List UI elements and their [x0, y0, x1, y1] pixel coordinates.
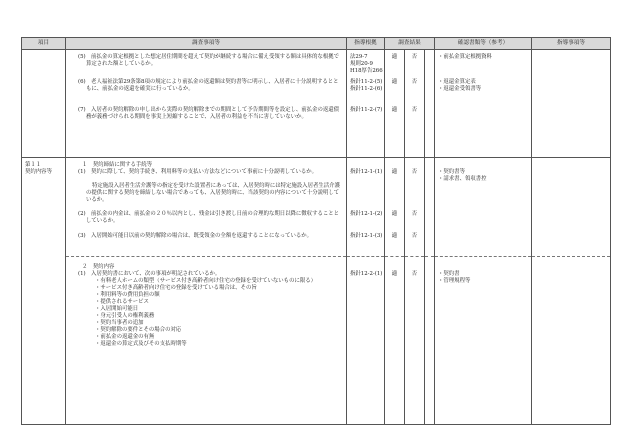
docs-cell-top — [435, 50, 532, 158]
doc-text: ・返還金算定表 — [438, 79, 476, 85]
reference-text: 指針11-2-(7) — [350, 107, 383, 113]
dashed-divider — [385, 256, 404, 257]
result-ok-cell-section11 — [385, 158, 405, 425]
header-notes: 指導事項等 — [532, 38, 611, 50]
notes-cell-top — [532, 50, 611, 158]
bullet-item: ・提供されるサービス — [95, 299, 149, 305]
reference-text: 指針12-1-(3) — [350, 233, 383, 239]
docs-cell-section11 — [435, 158, 532, 425]
header-matters: 調査事項等 — [66, 38, 347, 50]
doc-text: ・管理規程等 — [438, 278, 471, 284]
bullet-item: ・前払金の返還金の有無 — [95, 334, 155, 340]
reference-text: H18厚告266 — [350, 68, 383, 74]
standard-cell-section11 — [347, 158, 385, 425]
table-row-section11 — [22, 158, 611, 425]
section-name: 契約内容等 — [25, 169, 52, 175]
doc-text: ・契約書等 — [438, 169, 465, 175]
list-item: (7) 入居者の契約解除の申し出から実際の契約解除までの期間として予告期間等を設定し、前払金の返還債務が義務づけられる期間を事実上短縮することで、入居者の利益を不当に害していないか。 — [78, 107, 340, 120]
result-ng[interactable]: 否 — [411, 54, 418, 60]
reference-text: 指針11-2-(5) — [350, 79, 383, 85]
result-ng[interactable]: 否 — [411, 107, 418, 113]
header-result: 調査結果 — [385, 38, 435, 50]
header-docs: 確認書類等（参考） — [435, 38, 532, 50]
bullet-item: ・利用料等の費用負担の額 — [95, 292, 160, 298]
reference-text: 指針12-1-(2) — [350, 211, 383, 217]
bullet-item: ・契約当事者の追加 — [95, 320, 144, 326]
item-cell-empty — [22, 50, 66, 158]
reference-text: 法29-7 — [350, 54, 368, 60]
result-extra-cell — [425, 50, 435, 158]
group-title: １ 契約締結に関する手続等 — [82, 162, 153, 168]
bullet-item: ・返還金の算定式及びその支払時期等 — [95, 341, 187, 347]
bullet-item: ・入居開始可能日 — [95, 306, 139, 312]
result-ng[interactable]: 否 — [411, 79, 418, 85]
section-number: 第１１ — [25, 162, 42, 168]
inspection-table — [21, 37, 611, 425]
dashed-divider — [405, 256, 424, 257]
result-ng-cell-section11 — [405, 158, 425, 425]
header-item: 項目 — [22, 38, 66, 50]
result-ng[interactable]: 否 — [411, 271, 418, 277]
doc-text: ・請求書、領収書控 — [438, 176, 487, 182]
list-item: (5) 前払金の算定根拠とした想定居住期間を超えて契約が継続する場合に備え受領する額は具体的な根拠で算定された額としているか。 — [78, 54, 340, 67]
bullet-item: ・有料老人ホームの類型（サービス付き高齢者向け住宅の登録を受けていないものに限る） — [95, 278, 317, 284]
standard-cell-top — [347, 50, 385, 158]
list-item: (1) 入居契約書において、次の事項が明記されているか。 — [78, 271, 221, 277]
list-item: (2) 前払金の内金は、前払金の２０％以内とし、残金は引き渡し日前の合理的な期日以降に徴収することとしているか。 — [78, 211, 340, 224]
matters-cell-top — [66, 50, 347, 158]
result-ng[interactable]: 否 — [411, 233, 418, 239]
item-cell-section11 — [22, 158, 66, 425]
notes-cell-section11 — [532, 158, 611, 425]
table-header-row — [22, 38, 611, 50]
result-ok[interactable]: 適 — [391, 271, 398, 277]
list-item: (3) 入居開始可能日以前の契約解除の場合は、既受領金の全額を返還することになっているか。 — [78, 233, 313, 239]
dashed-divider — [435, 256, 531, 257]
header-standard: 指導根拠 — [347, 38, 385, 50]
dashed-divider — [347, 256, 384, 257]
list-item: (6) 老人福祉法第29条第8項の規定により前払金の返還額は契約書等に明示し、入居者に十分説明するとともに、前払金の返還を確実に行っているか。 — [78, 79, 339, 92]
reference-group — [347, 107, 384, 114]
dashed-divider — [425, 256, 434, 257]
result-ng[interactable]: 否 — [411, 211, 418, 217]
reference-text: 規則20-9 — [350, 61, 373, 67]
result-ng-cell-top — [405, 50, 425, 158]
result-ng[interactable]: 否 — [411, 169, 418, 175]
doc-text: ・契約書 — [438, 271, 460, 277]
result-ok[interactable]: 適 — [391, 107, 398, 113]
reference-text: 指針11-2-(6) — [350, 86, 383, 92]
bullet-item: ・サービス付き高齢者向け住宅の登録を受けている場合は、その旨 — [95, 285, 257, 291]
reference-text: 指針12-2-(1) — [350, 271, 383, 277]
reference-group — [347, 54, 384, 75]
matters-cell-section11 — [66, 158, 347, 425]
table-row-top — [22, 50, 611, 158]
dashed-divider — [532, 256, 610, 257]
result-ok-cell-top — [385, 50, 405, 158]
result-extra-cell — [425, 158, 435, 425]
bullet-item: ・契約解除の要件とその場合の対応 — [95, 327, 182, 333]
result-ok[interactable]: 適 — [391, 54, 398, 60]
bullet-list — [66, 278, 346, 348]
bullet-item: ・身元引受人の権利義務 — [95, 313, 155, 319]
reference-group — [347, 79, 384, 93]
doc-text: ・前払金算定根拠資料 — [438, 54, 492, 60]
group-title: ２ 契約内容 — [82, 264, 115, 270]
list-item-extra: 特定施設入居者生活介護等の指定を受けた設置者にあっては、入居契約時には特定施設入居者生活介護の提供に関する契約を締結しない場合であっても、入居契約時に、当該契約の内容について十分説明しているか。 — [86, 183, 340, 203]
dashed-divider — [66, 256, 346, 257]
result-ok[interactable]: 適 — [391, 79, 398, 85]
reference-text: 指針12-1-(1) — [350, 169, 383, 175]
result-ok[interactable]: 適 — [391, 169, 398, 175]
result-ok[interactable]: 適 — [391, 211, 398, 217]
result-ok[interactable]: 適 — [391, 233, 398, 239]
list-item: (1) 契約に際して、契約手続き、利用料等の支払い方法などについて事前に十分説明しているか。 — [78, 169, 318, 175]
doc-text: ・返還金受領書等 — [438, 86, 482, 92]
